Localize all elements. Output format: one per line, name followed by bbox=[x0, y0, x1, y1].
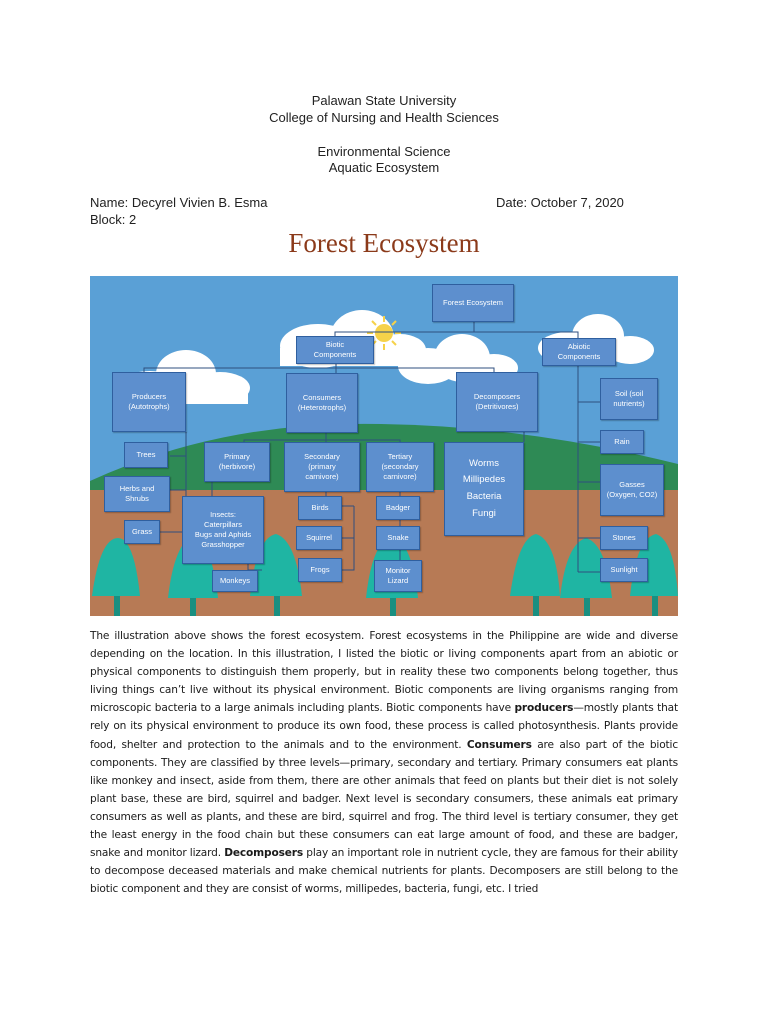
topic-name: Aquatic Ecosystem bbox=[328, 160, 440, 175]
body-text-4: play an important role in nutrient cycle, they are famous for their ability to decompose deceased materials and make chemical nutrients for plants. Decomposers are still belong to the biotic component and they are consist of worms, millipedes, bacteria, fungi, etc. I tried bbox=[90, 847, 678, 896]
body-text-3: are also part of the biotic components. They are classified by three levels—primary, secondary and tertiary. Primary consumers eat plants like monkey and insect, aside from them, there are other animals that feed on plants but their diet is not solely plant base, these are bird, squirrel and badger. Next level is secondary consumers, these animals eat primary consumers as well as plants, and these are bird, squirrel and frog. The third level is tertiary consumer, they get the least energy in the food chain but these consumers can eat large amount of food, and these are badger, snake and monitor lizard. bbox=[90, 738, 678, 860]
stones-node: Stones bbox=[600, 526, 648, 550]
biotic-node: Biotic Components bbox=[296, 336, 374, 364]
frogs-node: Frogs bbox=[298, 558, 342, 582]
consumers-node: Consumers (Heterotrophs) bbox=[286, 373, 358, 433]
root-node: Forest Ecosystem bbox=[432, 284, 514, 322]
trees-node: Trees bbox=[124, 442, 168, 468]
keyword-producers: producers bbox=[514, 702, 574, 715]
monitor-lizard-node: Monitor Lizard bbox=[374, 560, 422, 592]
primary-node: Primary (herbivore) bbox=[204, 442, 270, 482]
producers-node: Producers (Autotrophs) bbox=[112, 372, 186, 432]
rain-node: Rain bbox=[600, 430, 644, 454]
snake-node: Snake bbox=[376, 526, 420, 550]
insects-node: Insects: Caterpillars Bugs and Aphids Grasshopper bbox=[182, 496, 264, 564]
student-name: Name: Decyrel Vivien B. Esma bbox=[90, 195, 268, 210]
gasses-node: Gasses (Oxygen, CO2) bbox=[600, 464, 664, 516]
badger-node: Badger bbox=[376, 496, 420, 520]
soil-node: Soil (soil nutrients) bbox=[600, 378, 658, 420]
secondary-node: Secondary (primary carnivore) bbox=[284, 442, 360, 492]
body-text-2: —mostly plants that rely on its physical environment to produce its own food, these process is called photosynthesis. Plants provide food, shelter and protection to the animals and to the environment. bbox=[90, 702, 678, 751]
document-title: Forest Ecosystem bbox=[288, 228, 480, 258]
monkeys-node: Monkeys bbox=[212, 570, 258, 592]
body-paragraph bbox=[90, 627, 678, 898]
decomposers-node: Decomposers (Detritivores) bbox=[456, 372, 538, 432]
course-name: Environmental Science bbox=[317, 144, 451, 159]
sunlight-node: Sunlight bbox=[600, 558, 648, 582]
keyword-consumers: Consumers bbox=[466, 738, 532, 751]
body-text-1: The illustration above shows the forest ecosystem. Forest ecosystems in the Philippine are wide and diverse depending on the location. In this illustration, I listed the biotic or living components apart from an abiotic or physical components to distinguish them properly, but in reality these two components belong together, thus living things can’t live without its physical environment. Biotic components are living organisms ranging from microscopic bacteria to a large animals including plants. Biotic components have bbox=[90, 630, 678, 715]
birds-node: Birds bbox=[298, 496, 342, 520]
grass-node: Grass bbox=[124, 520, 160, 544]
block-number: Block: 2 bbox=[90, 212, 137, 227]
decomposer-list-node: Worms Millipedes Bacteria Fungi bbox=[444, 442, 524, 536]
submission-date: Date: October 7, 2020 bbox=[496, 195, 624, 210]
tertiary-node: Tertiary (secondary carnivore) bbox=[366, 442, 434, 492]
abiotic-node: Abiotic Components bbox=[542, 338, 616, 366]
forest-ecosystem-diagram bbox=[90, 276, 678, 616]
herbs-node: Herbs and Shrubs bbox=[104, 476, 170, 512]
squirrel-node: Squirrel bbox=[296, 526, 342, 550]
university-name: Palawan State University bbox=[311, 93, 457, 108]
keyword-decomposers: Decomposers bbox=[224, 847, 304, 860]
college-name: College of Nursing and Health Sciences bbox=[269, 110, 499, 125]
